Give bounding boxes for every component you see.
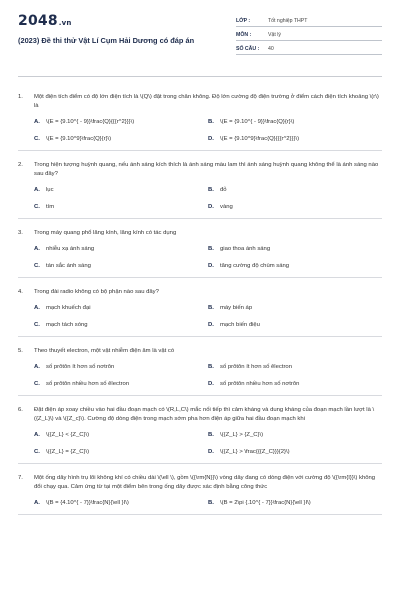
option-text: vàng <box>220 204 233 210</box>
question-item <box>18 347 382 396</box>
answer-option[interactable] <box>34 321 208 329</box>
option-text: số prôtôn ít hơn số êlectron <box>220 364 292 370</box>
question-text: Một điện tích điểm có độ lớn điện tích là \(Q\) đặt trong chân không. Độ lớn cường độ điện trường ở điểm cách điện tích khoảng \(r\) là <box>34 94 379 109</box>
option-letter: D. <box>208 204 214 210</box>
answer-option[interactable] <box>34 380 208 388</box>
answer-option[interactable] <box>208 118 382 126</box>
meta-row <box>236 42 382 55</box>
answer-option[interactable] <box>208 135 382 143</box>
option-letter: A. <box>34 364 40 370</box>
answer-option[interactable] <box>34 304 208 312</box>
option-text: \(E = {9.10^{ - 9}}\frac{Q}{{{r^2}}}\) <box>46 119 135 125</box>
answer-options <box>18 304 382 329</box>
option-text: nhiễu xạ ánh sáng <box>46 246 95 252</box>
meta-row <box>236 14 382 27</box>
option-text: \({Z_L} > {Z_C}\) <box>220 432 264 438</box>
answer-option[interactable] <box>34 448 208 456</box>
option-letter: C. <box>34 381 40 387</box>
question-item <box>18 161 382 219</box>
option-text: \(E = {9.10^{ - 9}}\frac{Q}{r}\) <box>220 119 295 125</box>
question-stem <box>18 406 382 424</box>
answer-option[interactable] <box>208 448 382 456</box>
answer-options <box>18 186 382 211</box>
option-text: máy biến áp <box>220 305 253 311</box>
meta-value: Tốt nghiệp THPT <box>268 18 308 24</box>
option-text: \(E = {9.10^9}\frac{Q}{r}\) <box>46 136 112 142</box>
option-text: \({Z_L} = {Z_C}\) <box>46 449 90 455</box>
meta-row <box>236 28 382 41</box>
option-text: số prôtôn nhiều hơn số êlectron <box>46 381 130 387</box>
question-item <box>18 406 382 464</box>
question-number: 2. <box>18 162 23 168</box>
question-item <box>18 474 382 515</box>
answer-option[interactable] <box>34 431 208 439</box>
option-letter: A. <box>34 305 40 311</box>
option-letter: D. <box>208 263 214 269</box>
answer-option[interactable] <box>208 245 382 253</box>
option-letter: A. <box>34 432 40 438</box>
meta-value: 40 <box>268 46 274 52</box>
option-letter: C. <box>34 263 40 269</box>
option-text: mạch tách sóng <box>46 322 88 328</box>
answer-options <box>18 499 382 507</box>
option-text: \(B = {4.10^{ - 7}}\frac{N}{\ell }I\) <box>46 500 129 506</box>
question-number: 7. <box>18 475 23 481</box>
option-text: \(E = {9.10^9}\frac{Q}{{{r^2}}}\) <box>220 136 300 142</box>
answer-option[interactable] <box>208 203 382 211</box>
option-text: mạch khuếch đại <box>46 305 91 311</box>
question-item <box>18 288 382 337</box>
option-letter: B. <box>208 305 214 311</box>
exam-meta <box>236 14 382 56</box>
question-text: Đặt điện áp xoay chiều vào hai đầu đoạn mạch có \(R,L,C\) mắc nối tiếp thì cảm kháng và dung kháng của đoạn mạch lần lượt là \({Z_L}\) và \({Z_c}\). Cường độ dòng điện trong mạch sớm pha hơn điện áp giữa hai đầu đoạn mạch khi <box>34 407 375 422</box>
option-text: tím <box>46 204 55 210</box>
answer-options <box>18 431 382 456</box>
option-letter: D. <box>208 449 214 455</box>
question-item <box>18 93 382 151</box>
question-stem <box>18 288 382 297</box>
answer-options <box>18 118 382 143</box>
option-letter: D. <box>208 381 214 387</box>
option-text: số prôtôn ít hơn số nơtrôn <box>46 364 115 370</box>
exam-title: (2023) Đề thi thử Vật Lí Cụm Hải Dương có đáp án <box>18 36 195 45</box>
meta-key: MÔN : <box>236 32 252 38</box>
option-letter: D. <box>208 136 214 142</box>
option-letter: C. <box>34 322 40 328</box>
answer-option[interactable] <box>34 135 208 143</box>
question-item <box>18 229 382 278</box>
question-number: 4. <box>18 289 23 295</box>
option-letter: A. <box>34 500 40 506</box>
answer-option[interactable] <box>34 186 208 194</box>
question-text: Một ống dây hình trụ lõi không khí có chiều dài \(\ell \), gồm \({\rm{N}}\) vòng dây đang có dòng điện với cường độ \({\rm{I}}\) không đổi chạy qua. Cảm ứng từ tại một điểm bên trong ống dây được xác định bằng công thức <box>34 475 376 490</box>
answer-option[interactable] <box>208 431 382 439</box>
answer-option[interactable] <box>208 380 382 388</box>
answer-option[interactable] <box>34 245 208 253</box>
option-text: đỏ <box>220 187 227 193</box>
option-letter: C. <box>34 449 40 455</box>
answer-options <box>18 363 382 388</box>
option-text: \({Z_L} < {Z_C}\) <box>46 432 90 438</box>
option-letter: D. <box>208 322 214 328</box>
option-letter: A. <box>34 119 40 125</box>
answer-option[interactable] <box>208 499 382 507</box>
meta-key: LỚP : <box>236 18 251 24</box>
question-number: 6. <box>18 407 23 413</box>
question-text: Trong máy quang phổ lăng kính, lăng kính có tác dụng <box>34 230 177 236</box>
option-letter: C. <box>34 204 40 210</box>
question-text: Theo thuyết electron, một vật nhiễm điện âm là vật có <box>34 348 175 354</box>
question-list <box>18 93 382 515</box>
answer-option[interactable] <box>208 262 382 270</box>
exam-header <box>18 12 382 72</box>
option-letter: A. <box>34 246 40 252</box>
answer-option[interactable] <box>34 203 208 211</box>
option-text: tăng cường độ chùm sáng <box>220 263 290 269</box>
question-number: 5. <box>18 348 23 354</box>
question-stem <box>18 347 382 356</box>
answer-option[interactable] <box>208 186 382 194</box>
brand <box>18 12 194 45</box>
answer-option[interactable] <box>208 363 382 371</box>
meta-value: Vật lý <box>268 32 281 38</box>
question-stem <box>18 161 382 179</box>
option-letter: B. <box>208 187 214 193</box>
answer-option[interactable] <box>34 499 208 507</box>
question-stem <box>18 229 382 238</box>
option-text: số prôtôn nhiều hơn số nơtrôn <box>220 381 300 387</box>
answer-options <box>18 245 382 270</box>
question-stem <box>18 93 382 111</box>
meta-key: SỐ CÂU : <box>236 46 260 52</box>
option-letter: B. <box>208 432 214 438</box>
answer-option[interactable] <box>34 363 208 371</box>
header-divider <box>18 76 382 77</box>
option-text: \(B = 2\pi {.10^{ - 7}}\frac{N}{\ell }I\) <box>220 500 311 506</box>
option-letter: C. <box>34 136 40 142</box>
option-letter: A. <box>34 187 40 193</box>
question-number: 3. <box>18 230 23 236</box>
question-number: 1. <box>18 94 23 100</box>
option-letter: B. <box>208 500 214 506</box>
option-text: lục <box>46 187 54 193</box>
answer-option[interactable] <box>34 262 208 270</box>
option-text: giao thoa ánh sáng <box>220 246 271 252</box>
answer-option[interactable] <box>208 304 382 312</box>
option-letter: B. <box>208 364 214 370</box>
question-stem <box>18 474 382 492</box>
option-letter: B. <box>208 119 214 125</box>
option-text: tán sắc ánh sáng <box>46 263 91 269</box>
option-text: mạch biến điệu <box>220 322 260 328</box>
site-logo[interactable]: 2048.vn <box>18 13 72 29</box>
question-text: Trong hiện tượng huỳnh quang, nếu ánh sáng kích thích là ánh sáng màu lam thì ánh sáng huỳnh quang không thể là ánh sáng nào sau đây? <box>34 162 379 177</box>
answer-option[interactable] <box>34 118 208 126</box>
option-text: \({Z_L} > \frac{{{Z_C}}}{2}\) <box>220 449 290 455</box>
option-letter: B. <box>208 246 214 252</box>
question-text: Trong đài radio không có bộ phận nào sau đây? <box>34 289 159 295</box>
answer-option[interactable] <box>208 321 382 329</box>
